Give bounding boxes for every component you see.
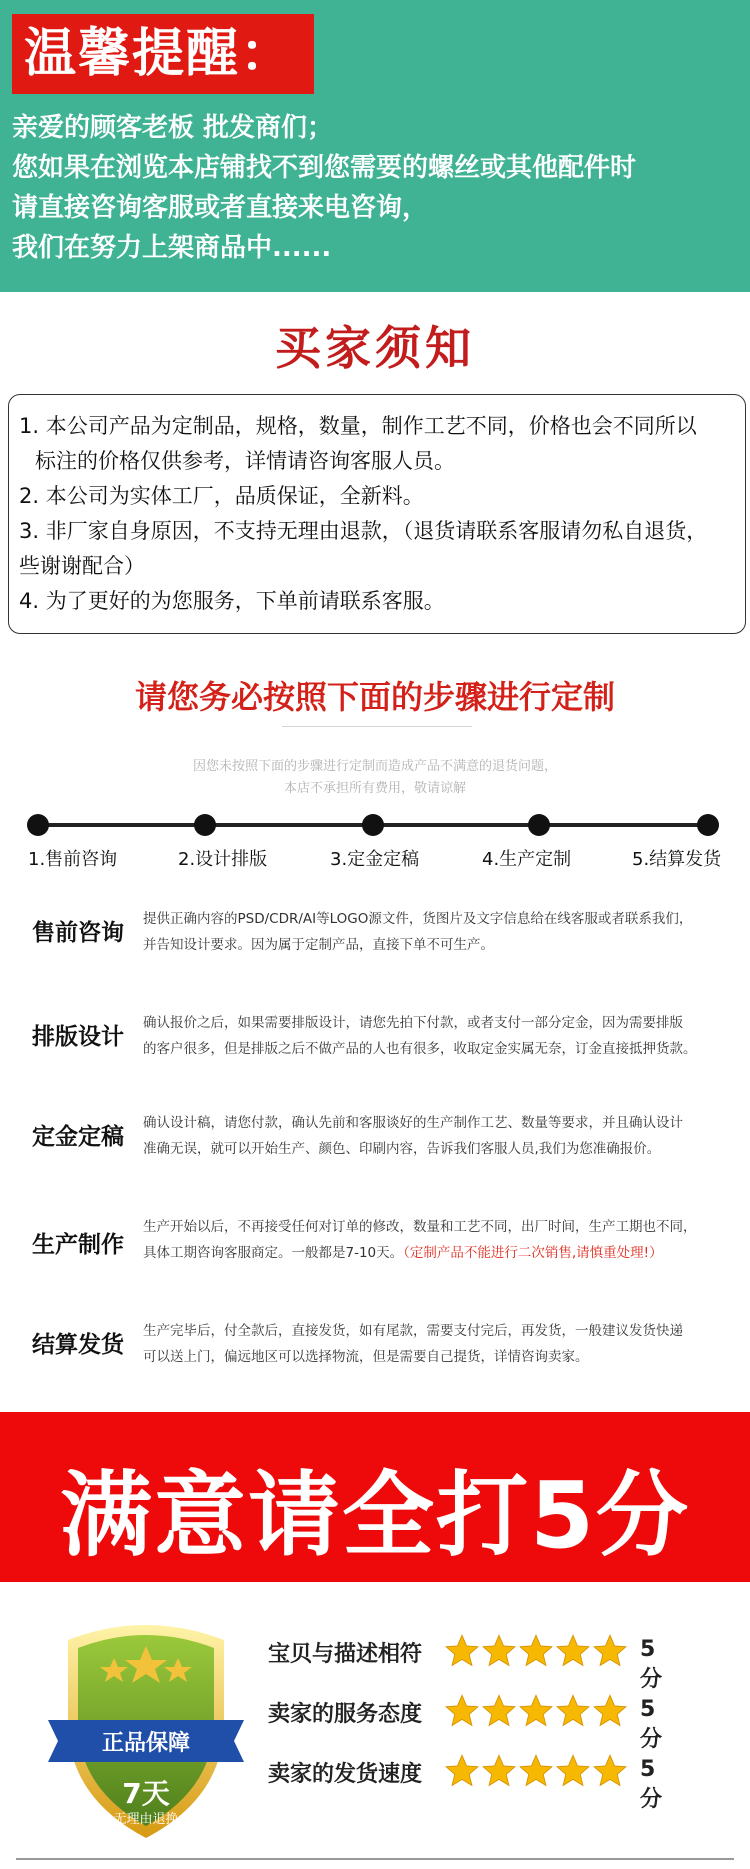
step-row-desc [143,1010,743,1062]
star-icon [518,1633,554,1669]
star-icon [592,1753,628,1789]
step-row-desc [143,1110,743,1162]
star-icon [444,1633,480,1669]
step-desc-line: 准确无误，就可以开始生产、颜色、印刷内容，告诉我们客服人员,我们为您准确报价。 [143,1141,661,1157]
notice-line: 2. 本公司为实体工厂，品质保证，全新料。 [19,484,424,508]
star-icon [481,1693,517,1729]
rating-request-banner [0,1412,750,1582]
steps-note-line: 本店不承担所有费用，敬请谅解 [283,781,466,796]
shield-badge-icon [48,1612,244,1842]
timeline-dot [27,814,49,836]
star-icon [481,1633,517,1669]
banner-text: 满意请全打5分 [59,1462,690,1569]
timeline-step-2: 2.设计排版 [178,849,268,870]
step-row-name: 生产制作 [32,1232,124,1258]
reminder-title: 温馨提醒： [12,14,314,94]
badge-days: 7天 [122,1777,170,1810]
step-row-name: 定金定稿 [32,1124,124,1150]
notice-box [8,394,746,634]
notice-line: 4. 为了更好的为您服务，下单前请联系客服。 [19,589,445,613]
timeline-dot [528,814,550,836]
star-icon [518,1753,554,1789]
reminder-banner [0,0,750,292]
star-icon [555,1753,591,1789]
rating-score: 5分 [640,1757,663,1812]
reminder-line: 我们在努力上架商品中...... [12,233,332,263]
timeline-dot [362,814,384,836]
divider [16,1858,734,1860]
rating-label: 卖家的服务态度 [268,1702,423,1727]
star-icon [555,1693,591,1729]
notice-line: 3. 非厂家自身原因，不支持无理由退款，（退货请联系客服请勿私自退货， [19,519,708,543]
step-desc-line: 并告知设计要求。因为属于定制产品，直接下单不可生产。 [143,937,494,953]
timeline-step-3: 3.定金定稿 [330,849,420,870]
rating-label: 卖家的发货速度 [268,1762,423,1787]
step-row-name: 排版设计 [32,1024,124,1050]
star-icon [592,1693,628,1729]
step-desc-line: 确认报价之后，如果需要排版设计，请您先拍下付款，或者支付一部分定金，因为需要排版 [143,1015,683,1031]
reminder-line: 亲爱的顾客老板 批发商们； [12,113,334,143]
star-icon [555,1633,591,1669]
star-icon [444,1753,480,1789]
divider [282,726,472,727]
step-desc-warning: （定制产品不能进行二次销售,请慎重处理!） [403,1245,663,1261]
step-desc-line: 生产开始以后，不再接受任何对订单的修改，数量和工艺不同，出厂时间，生产工期也不同， [143,1219,697,1235]
rating-label: 宝贝与描述相符 [268,1642,423,1667]
reminder-line: 您如果在浏览本店铺找不到您需要的螺丝或其他配件时 [12,153,637,183]
star-icon [481,1753,517,1789]
step-row-desc [143,906,743,958]
steps-note-line: 因您未按照下面的步骤进行定制而造成产品不满意的退货问题， [192,759,557,774]
rating-score: 5分 [640,1697,663,1752]
step-desc-line [143,1240,743,1266]
step-row-desc [143,1318,743,1370]
step-row-name: 结算发货 [32,1332,124,1358]
rating-score: 5分 [640,1637,663,1692]
step-desc-line: 提供正确内容的PSD/CDR/AI等LOGO源文件，货图片及文字信息给在线客服或者联系我们， [143,911,693,927]
badge-subtext: 无理由退换 [113,1812,179,1827]
notice-title: 买家须知 [275,321,475,375]
timeline-step-4: 4.生产定制 [482,849,572,870]
step-desc-line: 生产完毕后，付全款后，直接发货，如有尾款，需要支付完后，再发货，一般建议发货快递 [143,1323,683,1339]
notice-line: 些谢谢配合） [19,554,145,578]
notice-line: 标注的价格仅供参考，详情请咨询客服人员。 [35,449,455,473]
notice-line: 1. 本公司产品为定制品，规格，数量，制作工艺不同，价格也会不同所以 [19,414,697,438]
steps-note [0,756,750,800]
steps-title: 请您务必按照下面的步骤进行定制 [134,678,615,716]
step-desc-line: 的客户很多，但是排版之后不做产品的人也有很多，收取定金实属无奈，订金直接抵押货款。 [143,1041,697,1057]
timeline-step-1: 1.售前咨询 [28,849,118,870]
star-icon [444,1693,480,1729]
timeline-step-5: 5.结算发货 [632,849,722,870]
star-icon [592,1633,628,1669]
star-icon [518,1693,554,1729]
step-row-name: 售前咨询 [32,920,124,946]
step-desc-text: 具体工期咨询客服商定。一般都是7-10天。 [143,1245,404,1261]
step-desc-line: 确认设计稿，请您付款，确认先前和客服谈好的生产制作工艺、数量等要求，并且确认设计 [143,1115,683,1131]
reminder-line: 请直接咨询客服或者直接来电咨询， [12,193,429,223]
step-row-desc [143,1214,743,1266]
timeline-dot [697,814,719,836]
badge-ribbon-text: 正品保障 [101,1731,190,1756]
timeline-dot [194,814,216,836]
reminder-text [12,108,742,268]
step-desc-line: 可以送上门，偏远地区可以选择物流，但是需要自己提货，详情咨询卖家。 [143,1349,589,1365]
